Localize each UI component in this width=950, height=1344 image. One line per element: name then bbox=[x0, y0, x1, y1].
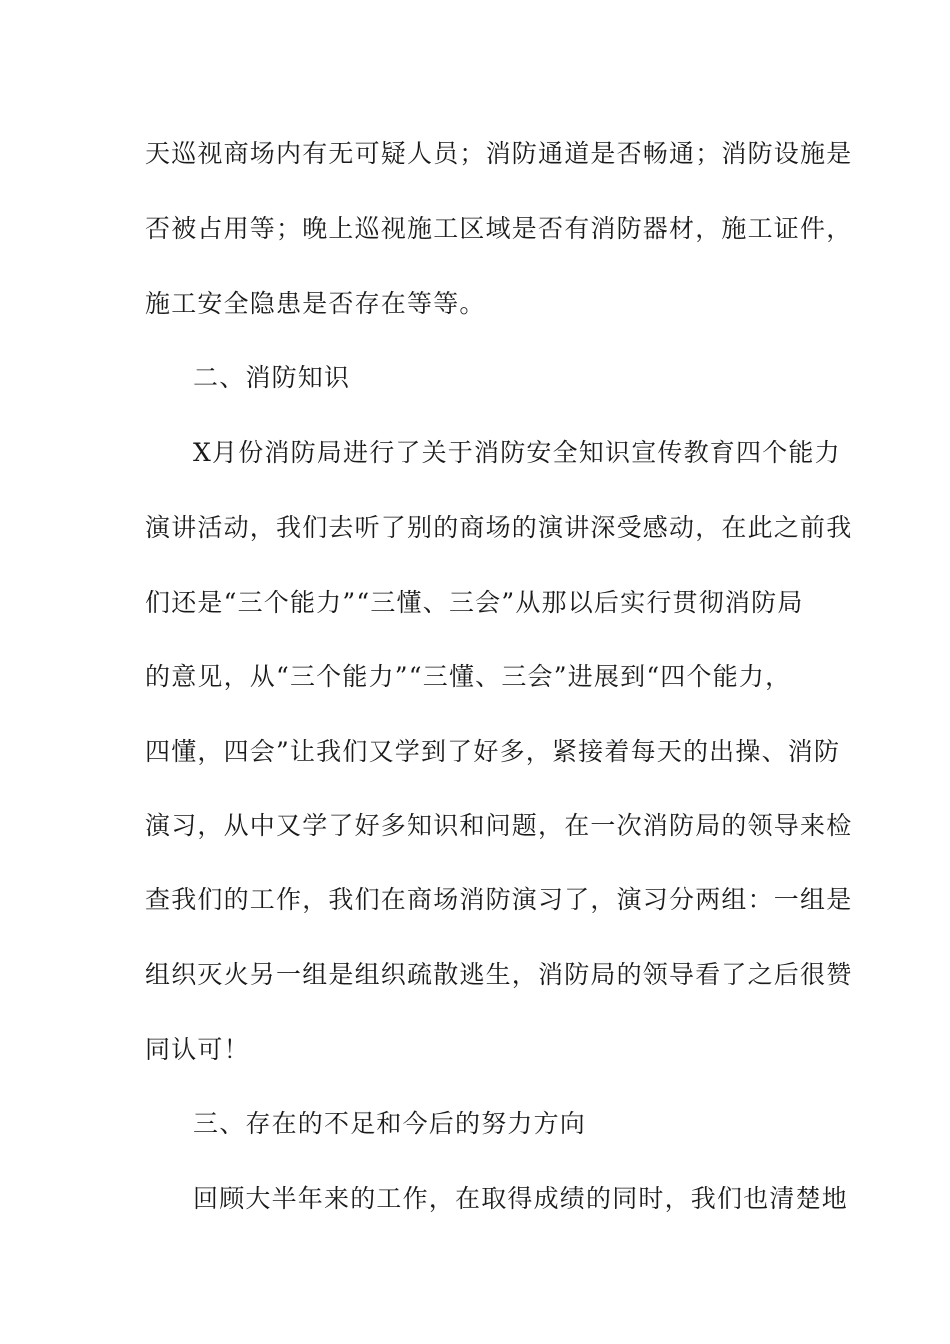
paragraph-line: 演讲活动，我们去听了别的商场的演讲深受感动，在此之前我 bbox=[145, 513, 853, 542]
paragraph-line: 查我们的工作，我们在商场消防演习了，演习分两组：一组是 bbox=[145, 885, 853, 914]
paragraph-line: 演习，从中又学了好多知识和问题，在一次消防局的领导来检 bbox=[145, 811, 853, 840]
paragraph-line: X月份消防局进行了关于消防安全知识宣传教育四个能力 bbox=[193, 438, 841, 467]
paragraph-line: 们还是“三个能力”“三懂、三会”从那以后实行贯彻消防局 bbox=[145, 588, 804, 617]
paragraph-line: 天巡视商场内有无可疑人员；消防通道是否畅通；消防设施是 bbox=[145, 139, 853, 168]
section-heading: 二、消防知识 bbox=[193, 363, 351, 392]
paragraph-line: 组织灭火另一组是组织疏散逃生，消防局的领导看了之后很赞 bbox=[145, 960, 853, 989]
paragraph-line: 施工安全隐患是否存在等等。 bbox=[145, 289, 486, 318]
paragraph-line: 的意见，从“三个能力”“三懂、三会”进展到“四个能力， bbox=[145, 662, 792, 691]
paragraph-line: 同认可！ bbox=[145, 1035, 250, 1064]
section-heading: 三、存在的不足和今后的努力方向 bbox=[193, 1109, 587, 1138]
paragraph-line: 否被占用等；晚上巡视施工区域是否有消防器材，施工证件， bbox=[145, 214, 853, 243]
paragraph-line: 回顾大半年来的工作，在取得成绩的同时，我们也清楚地 bbox=[193, 1184, 849, 1213]
paragraph-line: 四懂，四会”让我们又学到了好多，紧接着每天的出操、消防 bbox=[145, 737, 841, 766]
